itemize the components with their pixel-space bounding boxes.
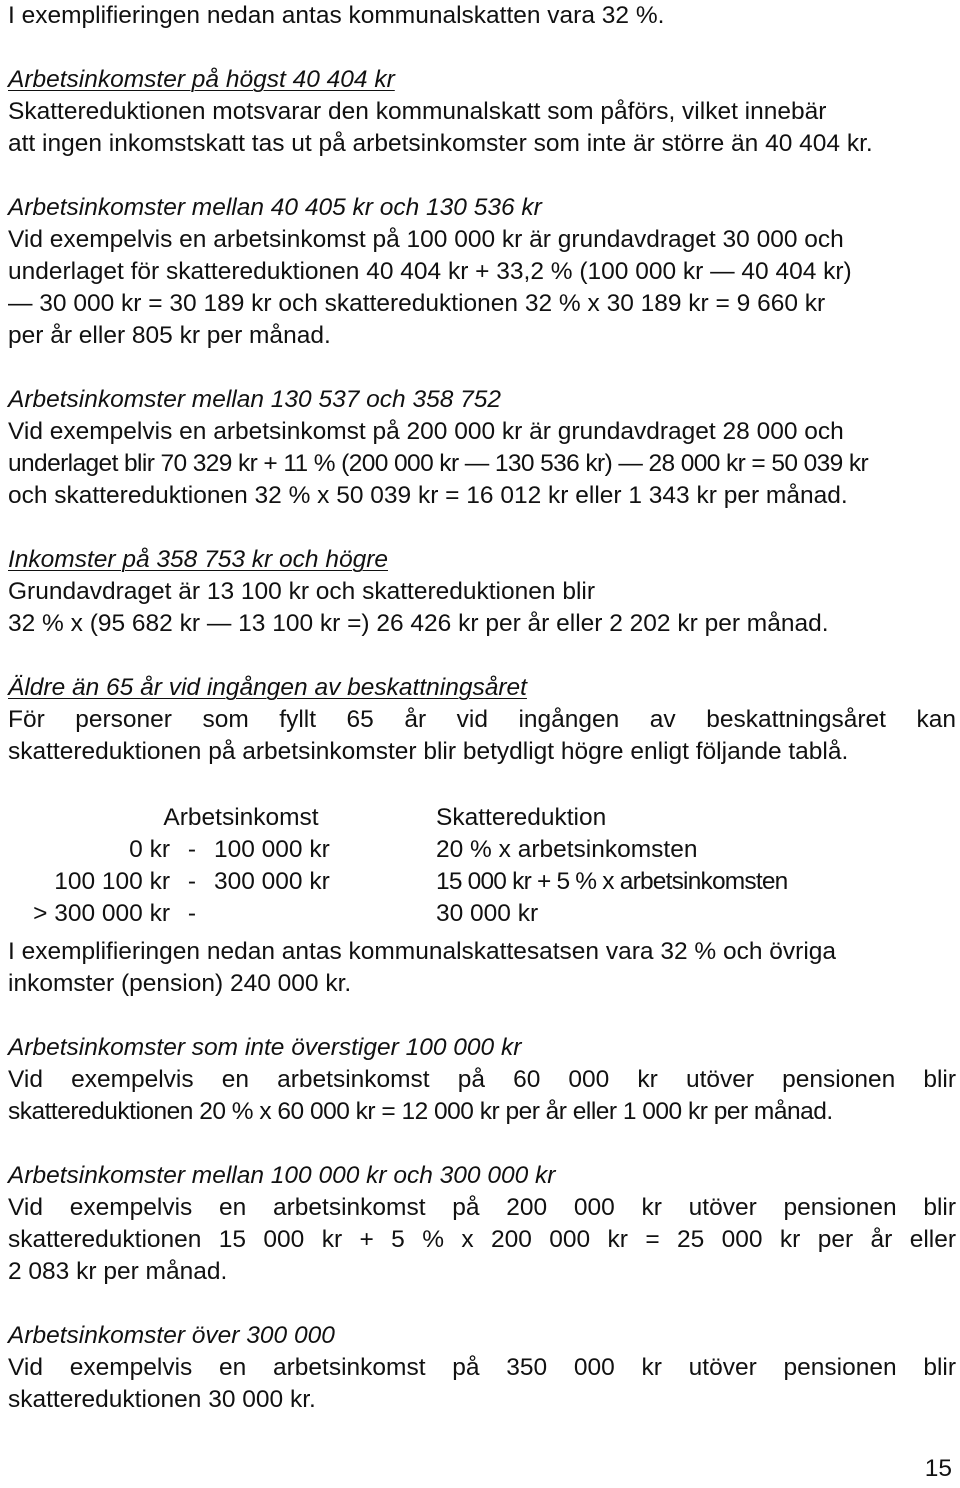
income-from: 0 kr (129, 836, 170, 863)
section-over-300000 (8, 1320, 956, 1416)
body-line: inkomster (pension) 240 000 kr. (8, 970, 352, 997)
section-heading: Arbetsinkomster mellan 40 405 kr och 130 536 kr (8, 194, 542, 221)
body-line: 2 083 kr per månad. (8, 1258, 228, 1285)
section-heading: Arbetsinkomster mellan 100 000 kr och 300 000 kr (8, 1162, 556, 1189)
body-line: Vid exempelvis en arbetsinkomst på 200 000 kr utöver pensionen blir (8, 1194, 956, 1221)
income-to (214, 898, 414, 930)
body-line: Vid exempelvis en arbetsinkomst på 60 000 kr utöver pensionen blir (8, 1066, 956, 1093)
section-heading: Arbetsinkomster mellan 130 537 och 358 752 (8, 386, 502, 413)
table-row (8, 834, 788, 866)
section-358753-and-above (8, 544, 956, 640)
body-line: Grundavdraget är 13 100 kr och skattereduktionen blir (8, 578, 595, 605)
column-header-income: Arbetsinkomst (163, 804, 319, 831)
body-line: Vid exempelvis en arbetsinkomst på 350 000 kr utöver pensionen blir (8, 1354, 956, 1381)
reduction-value: 30 000 kr (436, 900, 539, 927)
document-page (8, 0, 956, 1416)
body-line: Skattereduktionen motsvarar den kommunalskatt som påförs, vilket innebär (8, 98, 827, 125)
income-to: 300 000 kr (214, 868, 330, 895)
body-line: skattereduktionen 30 000 kr. (8, 1386, 316, 1413)
body-line: 32 % x (95 682 kr — 13 100 kr =) 26 426 kr per år eller 2 202 kr per månad. (8, 610, 829, 637)
section-40405-to-130536 (8, 192, 956, 352)
body-line: Vid exempelvis en arbetsinkomst på 100 000 kr är grundavdraget 30 000 och (8, 226, 844, 253)
table-row (8, 898, 788, 930)
assumption-paragraph (8, 936, 956, 1000)
section-not-exceeding-100000 (8, 1032, 956, 1128)
reduction-value: 15 000 kr + 5 % x arbetsinkomsten (436, 868, 788, 895)
reduction-value: 20 % x arbetsinkomsten (436, 836, 698, 863)
table-header-row (8, 802, 788, 834)
section-130537-to-358752 (8, 384, 956, 512)
range-dash: - (187, 836, 197, 863)
body-line: per år eller 805 kr per månad. (8, 322, 331, 349)
section-heading: Äldre än 65 år vid ingången av beskattningsåret (8, 674, 527, 701)
body-line: underlaget blir 70 329 kr + 11 % (200 000 kr — 130 536 kr) — 28 000 kr = 50 039 kr (8, 450, 869, 477)
income-from: > 300 000 kr (33, 900, 170, 927)
income-from: 100 100 kr (54, 868, 170, 895)
body-line: Vid exempelvis en arbetsinkomst på 200 000 kr är grundavdraget 28 000 och (8, 418, 844, 445)
page-number: 15 (924, 1455, 952, 1482)
body-line: underlaget för skattereduktionen 40 404 kr + 33,2 % (100 000 kr — 40 404 kr) (8, 258, 852, 285)
section-heading: Arbetsinkomster på högst 40 404 kr (8, 66, 395, 93)
body-line: att ingen inkomstskatt tas ut på arbetsinkomster som inte är större än 40 404 kr. (8, 130, 873, 157)
intro-text: I exemplifieringen nedan antas kommunalskatten vara 32 %. (8, 2, 665, 29)
body-line: och skattereduktionen 32 % x 50 039 kr = 16 012 kr eller 1 343 kr per månad. (8, 482, 848, 509)
section-up-to-40404 (8, 64, 956, 160)
body-line: För personer som fyllt 65 år vid ingången av beskattningsåret kan (8, 706, 956, 733)
table-row (8, 866, 788, 898)
body-line: skattereduktionen på arbetsinkomster blir betydligt högre enligt följande tablå. (8, 738, 849, 765)
range-dash: - (187, 868, 197, 895)
section-heading: Arbetsinkomster över 300 000 (8, 1322, 335, 1349)
income-to: 100 000 kr (214, 836, 330, 863)
column-header-reduction: Skattereduktion (436, 804, 607, 831)
section-older-than-65 (8, 672, 956, 768)
body-line: — 30 000 kr = 30 189 kr och skattereduktionen 32 % x 30 189 kr = 9 660 kr (8, 290, 826, 317)
section-100000-to-300000 (8, 1160, 956, 1288)
body-line: I exemplifieringen nedan antas kommunalskattesatsen vara 32 % och övriga (8, 938, 837, 965)
reduction-table (8, 802, 788, 930)
body-line: skattereduktionen 15 000 kr + 5 % x 200 000 kr = 25 000 kr per år eller (8, 1226, 956, 1253)
body-line: skattereduktionen 20 % x 60 000 kr = 12 000 kr per år eller 1 000 kr per månad. (8, 1098, 833, 1125)
section-heading: Inkomster på 358 753 kr och högre (8, 546, 388, 573)
section-heading: Arbetsinkomster som inte överstiger 100 000 kr (8, 1034, 522, 1061)
range-dash: - (187, 900, 197, 927)
